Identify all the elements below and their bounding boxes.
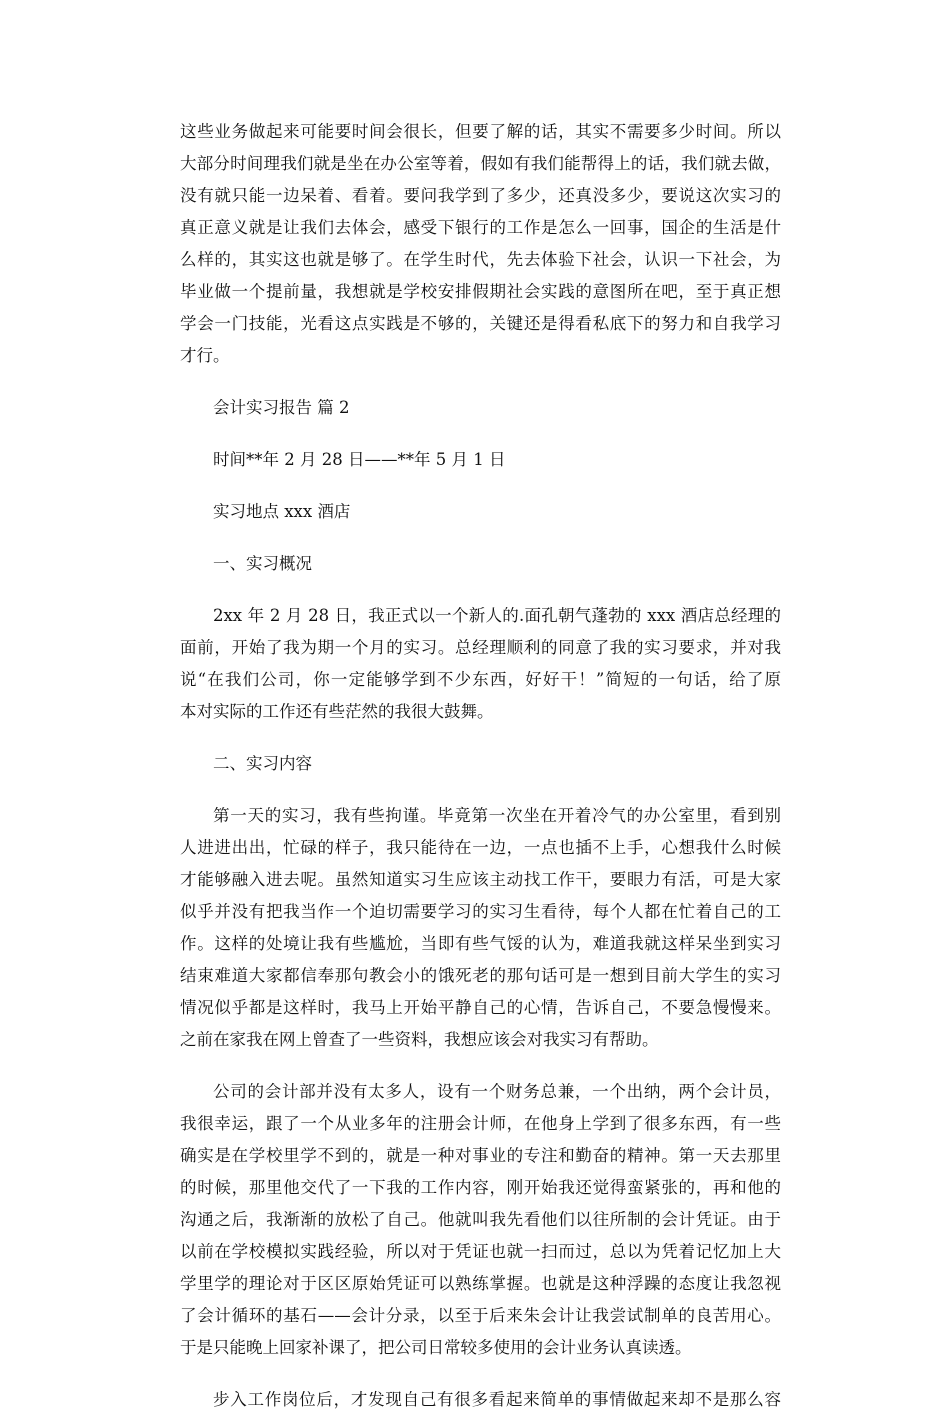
- text-line: 确实是在学校里学不到的，就是一种对事业的专注和勤奋的精神。第一天去那里: [180, 1146, 781, 1165]
- text-line: 才能够融入进去呢。虽然知道实习生应该主动找工作干，要眼力有活，可是大家: [180, 870, 781, 889]
- text-line: 以前在学校模拟实践经验，所以对于凭证也就一扫而过，总以为凭着记忆加上大: [180, 1242, 781, 1261]
- text-line: 么样的，其实这也就是够了。在学生时代，先去体验下社会，认识一下社会，为: [180, 250, 781, 269]
- text-line: 大部分时间理我们就是坐在办公室等着，假如有我们能帮得上的话，我们就去做，: [180, 154, 781, 173]
- text-line: 面前，开始了我为期一个月的实习。总经理顺利的同意了我的实习要求，并对我: [180, 638, 781, 657]
- text-line: 人进进出出，忙碌的样子，我只能待在一边，一点也插不上手，心想我什么时候: [180, 838, 781, 857]
- section-overview-title: 一、实习概况: [213, 554, 312, 573]
- text-line: 于是只能晚上回家补课了，把公司日常较多使用的会计业务认真读透。: [180, 1338, 692, 1357]
- text-line: 步入工作岗位后，才发现自己有很多看起来简单的事情做起来却不是那么容: [213, 1390, 781, 1409]
- text-line: 真正意义就是让我们去体会，感受下银行的工作是怎么一回事，国企的生活是什: [180, 218, 781, 237]
- text-line: 的时候，那里他交代了一下我的工作内容，刚开始我还觉得蛮紧张的，再和他的: [180, 1178, 781, 1197]
- text-line: 结束难道大家都信奉那句教会小的饿死老的那句话可是一想到目前大学生的实习: [180, 966, 781, 985]
- text-line: 说“在我们公司，你一定能够学到不少东西，好好干！”简短的一句话，给了原: [180, 670, 781, 689]
- internship-time: 时间**年 2 月 28 日——**年 5 月 1 日: [213, 450, 506, 469]
- text-line: 没有就只能一边呆着、看着。要问我学到了多少，还真没多少，要说这次实习的: [180, 186, 781, 205]
- report-heading: 会计实习报告 篇 2: [213, 398, 350, 417]
- document-page: [180, 116, 781, 1416]
- text-line: 情况似乎都是这样时，我马上开始平静自己的心情，告诉自己，不要急慢慢来。: [180, 998, 781, 1017]
- text-line: 作。这样的处境让我有些尴尬，当即有些气馁的认为，难道我就这样呆坐到实习: [180, 934, 781, 953]
- text-line: 第一天的实习，我有些拘谨。毕竟第一次坐在开着冷气的办公室里，看到别: [213, 806, 781, 825]
- paragraph-internship-reflection: [180, 116, 781, 372]
- text-line: 这些业务做起来可能要时间会很长，但要了解的话，其实不需要多少时间。所以: [180, 122, 781, 141]
- paragraph-overview: [180, 600, 781, 728]
- text-line: 似乎并没有把我当作一个迫切需要学习的实习生看待，每个人都在忙着自己的工: [180, 902, 781, 921]
- text-line: 了会计循环的基石——会计分录，以至于后来朱会计让我尝试制单的良苦用心。: [180, 1306, 781, 1325]
- text-line: 公司的会计部并没有太多人，设有一个财务总兼，一个出纳，两个会计员，: [213, 1082, 781, 1101]
- text-line: 毕业做一个提前量，我想就是学校安排假期社会实践的意图所在吧，至于真正想: [180, 282, 781, 301]
- section-content-title: 二、实习内容: [213, 754, 312, 773]
- paragraph-first-day: [180, 800, 781, 1056]
- text-line: 2xx 年 2 月 28 日，我正式以一个新人的.面孔朝气蓬勃的 xxx 酒店总经理的: [213, 606, 781, 625]
- internship-place: 实习地点 xxx 酒店: [213, 502, 351, 521]
- text-line: 我很幸运，跟了一个从业多年的注册会计师，在他身上学到了很多东西，有一些: [180, 1114, 781, 1133]
- text-line: 才行。: [180, 346, 230, 365]
- text-line: 之前在家我在网上曾查了一些资料，我想应该会对我实习有帮助。: [180, 1030, 659, 1049]
- text-line: 沟通之后，我渐渐的放松了自己。他就叫我先看他们以往所制的会计凭证。由于: [180, 1210, 781, 1229]
- paragraph-job-reflection: [180, 1384, 781, 1416]
- text-line: 学里学的理论对于区区原始凭证可以熟练掌握。也就是这种浮躁的态度让我忽视: [180, 1274, 781, 1293]
- text-line: 本对实际的工作还有些茫然的我很大鼓舞。: [180, 702, 494, 721]
- paragraph-accounting-department: [180, 1076, 781, 1364]
- text-line: 学会一门技能，光看这点实践是不够的，关键还是得看私底下的努力和自我学习: [180, 314, 781, 333]
